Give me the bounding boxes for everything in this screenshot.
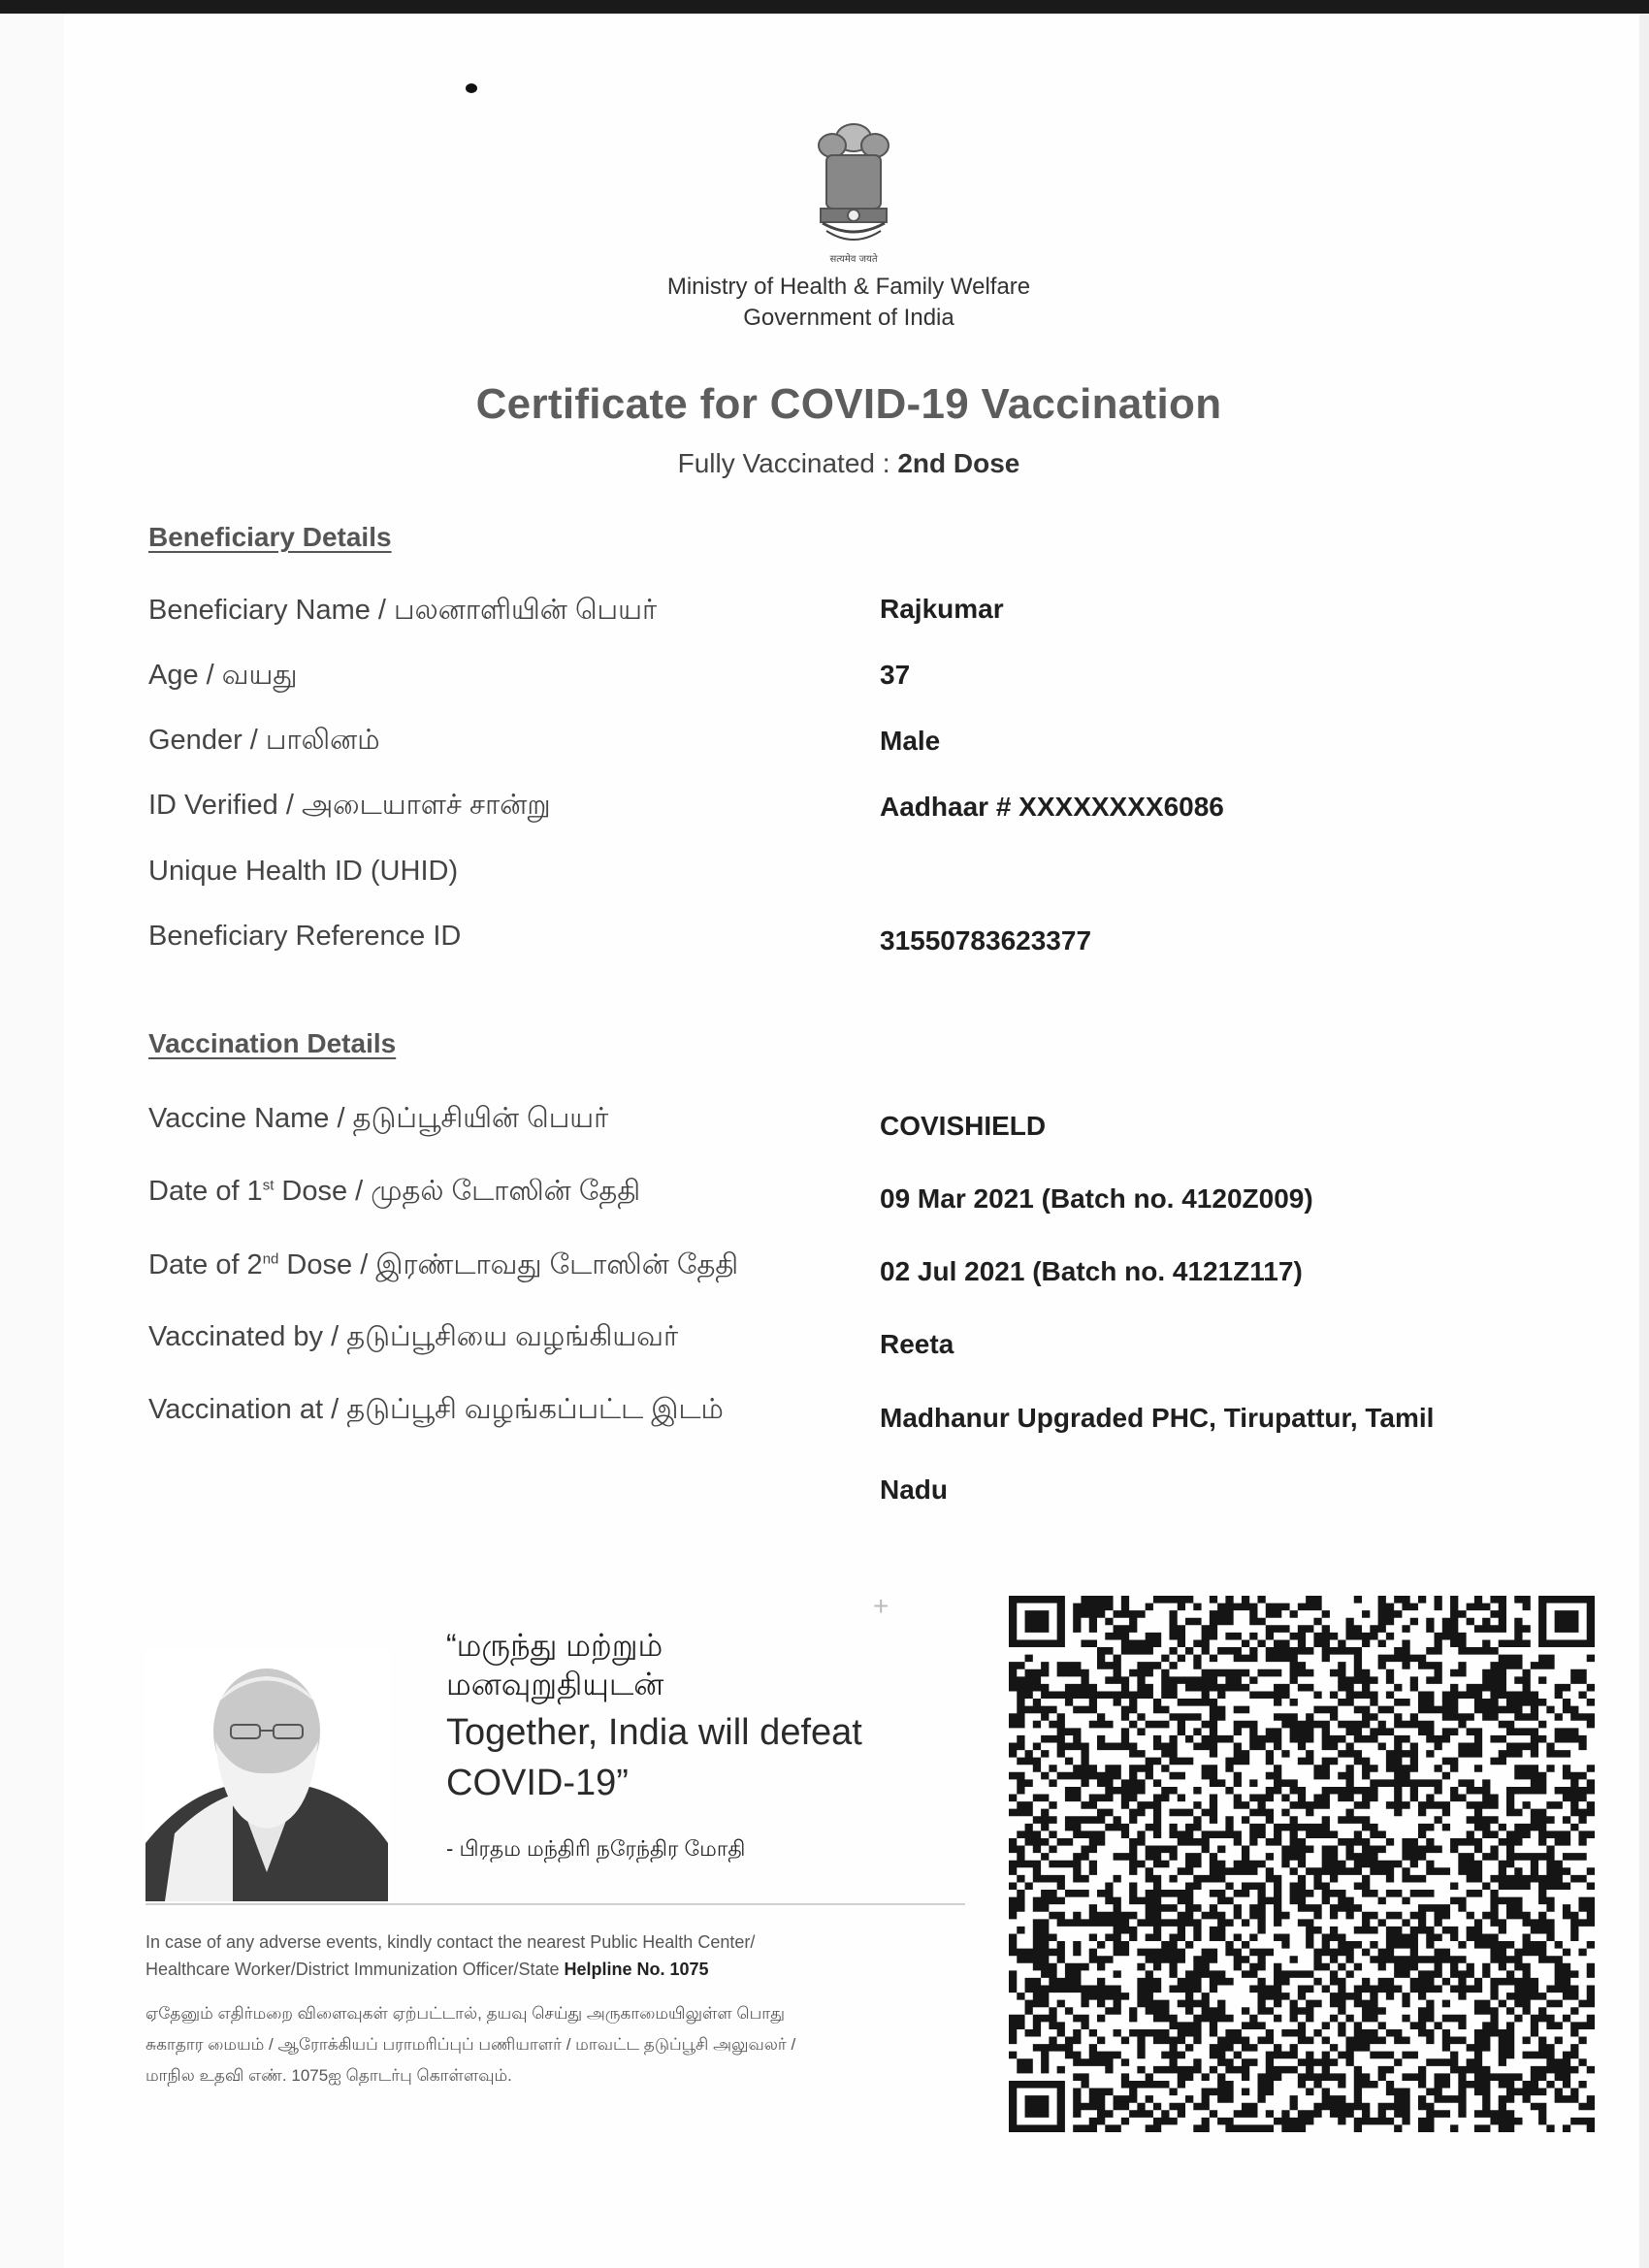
qr-finder-pattern <box>1009 1596 1065 1647</box>
scan-margin-left <box>0 14 64 2268</box>
beneficiary-reference-label: Beneficiary Reference ID <box>148 921 462 952</box>
ministry-header <box>543 272 1154 334</box>
quote-tamil-line1: “மருந்து மற்றும் <box>446 1628 663 1663</box>
dose2-label-suffix: Dose / இரண்டாவது டோஸின் தேதி <box>278 1249 739 1280</box>
adverse-en-line1: In case of any adverse events, kindly contact the nearest Public Health Center/ <box>146 1932 756 1952</box>
plus-mark: + <box>873 1591 889 1621</box>
quote-english <box>446 1707 951 1808</box>
adverse-ta-line2: சுகாதார மையம் / ஆரோக்கியப் பராமரிப்புப் பணியாளர் / மாவட்ட தடுப்பூசி அலுவலர் / <box>146 2035 796 2054</box>
dose1-label-sup: st <box>262 1177 275 1194</box>
qr-code-icon <box>1009 1596 1595 2132</box>
portrait-photo <box>146 1649 390 1901</box>
dose2-date-label <box>148 1249 738 1284</box>
footer-divider <box>146 1903 965 1905</box>
vaccination-status <box>446 448 1251 479</box>
emblem-motto: सत्यमेव जयते <box>829 254 878 265</box>
quote-tamil <box>446 1626 951 1703</box>
id-verified-value: Aadhaar # XXXXXXXX6086 <box>880 792 1224 822</box>
quote-english-line2: COVID-19” <box>446 1763 629 1803</box>
dose1-date-label <box>148 1176 640 1211</box>
beneficiary-details-heading: Beneficiary Details <box>148 522 392 552</box>
beneficiary-name-value: Rajkumar <box>880 594 1004 624</box>
vaccination-details-heading: Vaccination Details <box>148 1028 397 1058</box>
national-emblem-icon <box>805 116 902 267</box>
vaccine-name-label: Vaccine Name / தடுப்பூசியின் பெயர் <box>148 1103 609 1134</box>
vaccine-name-value: COVISHIELD <box>880 1111 1047 1141</box>
gender-value: Male <box>880 726 941 756</box>
adverse-en-line2: Healthcare Worker/District Immunization Officer/State <box>146 1960 565 1979</box>
scan-speck <box>466 83 477 93</box>
status-prefix: Fully Vaccinated : <box>677 448 898 478</box>
helpline-number: Helpline No. 1075 <box>564 1960 709 1979</box>
scan-border-top <box>0 0 1649 14</box>
vaccinated-by-label: Vaccinated by / தடுப்பூசியை வழங்கியவர் <box>148 1321 679 1352</box>
quote-english-line1: Together, India will defeat <box>446 1712 862 1753</box>
age-value: 37 <box>880 660 911 690</box>
scan-margin-right <box>1639 14 1649 2268</box>
dose2-label-prefix: Date of 2 <box>148 1249 263 1280</box>
uhid-label: Unique Health ID (UHID) <box>148 856 459 887</box>
gender-label: Gender / பாலினம் <box>148 725 380 756</box>
dose1-label-suffix: Dose / முதல் டோஸின் தேதி <box>274 1176 641 1207</box>
dose2-label-sup: nd <box>262 1250 279 1268</box>
quote-attribution: - பிரதம மந்திரி நரேந்திர மோதி <box>446 1836 746 1861</box>
beneficiary-reference-value: 31550783623377 <box>880 925 1092 956</box>
dose1-label-prefix: Date of 1 <box>148 1176 263 1207</box>
adverse-ta-line1: ஏதேனும் எதிர்மறை விளைவுகள் ஏற்பட்டால், தயவு செய்து அருகாமையிலுள்ள பொது <box>146 2004 785 2023</box>
adverse-events-note-tamil <box>146 1998 980 2091</box>
adverse-ta-line3: மாநில உதவி எண். 1075ஐ தொடர்பு கொள்ளவும். <box>146 2066 512 2085</box>
dose2-date-value: 02 Jul 2021 (Batch no. 4121Z117) <box>880 1256 1303 1286</box>
qr-modules <box>1009 1596 1595 2132</box>
quote-tamil-line2: மனவுறுதியுடன் <box>446 1667 664 1701</box>
vaccinated-by-value: Reeta <box>880 1329 954 1359</box>
vaccination-at-value-line2: Nadu <box>880 1474 948 1505</box>
government-name: Government of India <box>743 305 954 331</box>
adverse-events-note-english <box>146 1928 980 1983</box>
age-label: Age / வயது <box>148 660 298 691</box>
qr-finder-pattern <box>1538 1596 1595 1647</box>
vaccination-at-label: Vaccination at / தடுப்பூசி வழங்கப்பட்ட இடம் <box>148 1394 724 1425</box>
status-dose: 2nd Dose <box>897 448 1020 478</box>
ministry-name: Ministry of Health & Family Welfare <box>666 274 1031 300</box>
id-verified-label: ID Verified / அடையாளச் சான்று <box>148 790 551 821</box>
vaccination-at-value-line1: Madhanur Upgraded PHC, Tirupattur, Tamil <box>880 1403 1435 1433</box>
qr-finder-pattern <box>1009 2081 1065 2132</box>
certificate-title: Certificate for COVID-19 Vaccination <box>475 380 1222 428</box>
dose1-date-value: 09 Mar 2021 (Batch no. 4120Z009) <box>880 1183 1313 1214</box>
beneficiary-name-label: Beneficiary Name / பலனாளியின் பெயர் <box>148 595 658 626</box>
